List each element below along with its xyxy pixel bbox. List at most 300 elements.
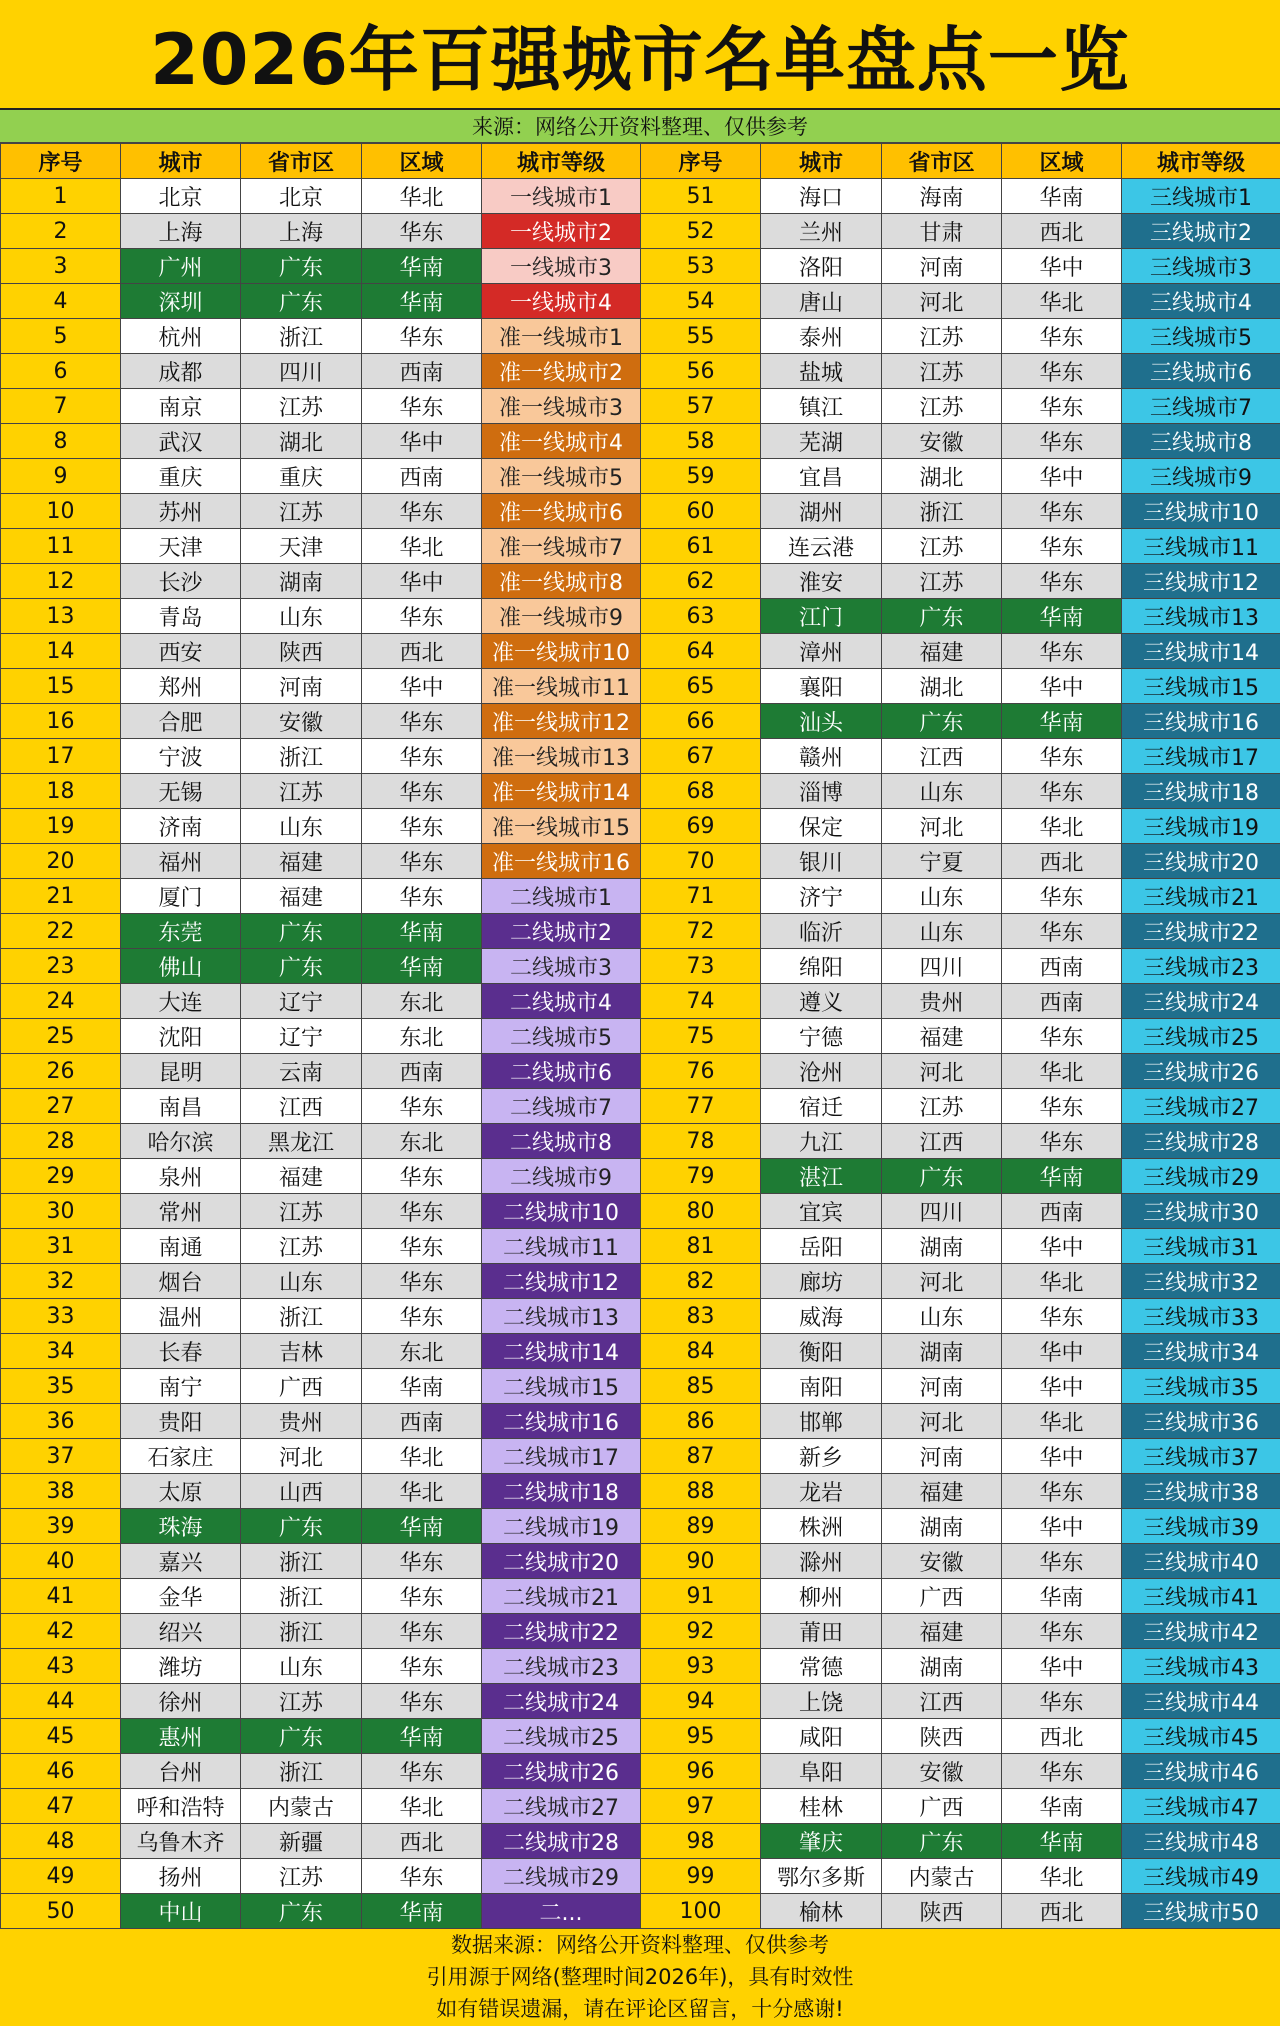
table-row — [1, 249, 1280, 284]
table-row — [1, 494, 1280, 529]
left-prov-cell: 广东 — [241, 1719, 362, 1754]
right-seq-cell: 63 — [641, 599, 761, 634]
left-region-cell: 华南 — [362, 1369, 482, 1404]
left-region-cell: 华南 — [362, 949, 482, 984]
left-tier-cell: 二线城市18 — [482, 1474, 641, 1509]
left-city-cell: 沈阳 — [121, 1019, 241, 1054]
right-tier-cell: 三线城市35 — [1122, 1369, 1280, 1404]
right-region-cell: 华中 — [1002, 1334, 1122, 1369]
left-prov-cell: 山东 — [241, 1649, 362, 1684]
right-prov-cell: 江苏 — [882, 529, 1002, 564]
right-city-cell: 肇庆 — [761, 1824, 882, 1859]
right-seq-cell: 73 — [641, 949, 761, 984]
right-city-cell: 绵阳 — [761, 949, 882, 984]
left-region-cell: 华南 — [362, 1894, 482, 1929]
right-seq-cell: 76 — [641, 1054, 761, 1089]
table-row — [1, 1894, 1280, 1929]
left-region-cell: 华东 — [362, 214, 482, 249]
left-prov-cell: 上海 — [241, 214, 362, 249]
right-prov-cell: 广东 — [882, 1824, 1002, 1859]
table-row — [1, 1264, 1280, 1299]
table-row — [1, 1054, 1280, 1089]
right-tier-cell: 三线城市41 — [1122, 1579, 1280, 1614]
left-city-cell: 广州 — [121, 249, 241, 284]
table-row — [1, 1649, 1280, 1684]
left-region-cell: 华东 — [362, 1649, 482, 1684]
left-seq-cell: 38 — [1, 1474, 121, 1509]
left-prov-cell: 浙江 — [241, 1579, 362, 1614]
left-region-cell: 华东 — [362, 879, 482, 914]
left-tier-cell: 二... — [482, 1894, 641, 1929]
left-region-cell: 华东 — [362, 1579, 482, 1614]
header-region-right: 区域 — [1002, 144, 1122, 179]
table-row — [1, 984, 1280, 1019]
left-region-cell: 华北 — [362, 529, 482, 564]
left-prov-cell: 浙江 — [241, 739, 362, 774]
left-region-cell: 华东 — [362, 494, 482, 529]
right-prov-cell: 湖南 — [882, 1509, 1002, 1544]
left-seq-cell: 3 — [1, 249, 121, 284]
table-row — [1, 1334, 1280, 1369]
left-region-cell: 华南 — [362, 1719, 482, 1754]
table-row — [1, 179, 1280, 214]
right-city-cell: 镇江 — [761, 389, 882, 424]
left-tier-cell: 二线城市5 — [482, 1019, 641, 1054]
left-prov-cell: 浙江 — [241, 319, 362, 354]
right-city-cell: 桂林 — [761, 1789, 882, 1824]
right-prov-cell: 广西 — [882, 1789, 1002, 1824]
left-tier-cell: 二线城市3 — [482, 949, 641, 984]
table-row — [1, 809, 1280, 844]
right-seq-cell: 98 — [641, 1824, 761, 1859]
right-region-cell: 华中 — [1002, 1509, 1122, 1544]
right-seq-cell: 93 — [641, 1649, 761, 1684]
table-row — [1, 844, 1280, 879]
right-city-cell: 保定 — [761, 809, 882, 844]
left-tier-cell: 二线城市2 — [482, 914, 641, 949]
left-city-cell: 佛山 — [121, 949, 241, 984]
left-region-cell: 东北 — [362, 984, 482, 1019]
left-city-cell: 郑州 — [121, 669, 241, 704]
left-prov-cell: 湖北 — [241, 424, 362, 459]
table-row — [1, 1369, 1280, 1404]
table-header-row — [1, 144, 1280, 179]
right-city-cell: 滁州 — [761, 1544, 882, 1579]
left-seq-cell: 34 — [1, 1334, 121, 1369]
left-city-cell: 呼和浩特 — [121, 1789, 241, 1824]
footer-line-2: 引用源于网络(整理时间2026年)，具有时效性 — [426, 1965, 854, 1989]
left-seq-cell: 45 — [1, 1719, 121, 1754]
left-tier-cell: 一线城市4 — [482, 284, 641, 319]
left-region-cell: 华东 — [362, 1299, 482, 1334]
left-city-cell: 深圳 — [121, 284, 241, 319]
right-city-cell: 汕头 — [761, 704, 882, 739]
left-region-cell: 西南 — [362, 459, 482, 494]
right-city-cell: 鄂尔多斯 — [761, 1859, 882, 1894]
right-region-cell: 华东 — [1002, 1614, 1122, 1649]
left-tier-cell: 二线城市26 — [482, 1754, 641, 1789]
left-seq-cell: 4 — [1, 284, 121, 319]
left-region-cell: 华东 — [362, 1859, 482, 1894]
table-row — [1, 949, 1280, 984]
right-seq-cell: 56 — [641, 354, 761, 389]
footer-line-3: 如有错误遗漏，请在评论区留言，十分感谢! — [436, 1997, 844, 2021]
left-city-cell: 上海 — [121, 214, 241, 249]
right-prov-cell: 山东 — [882, 1299, 1002, 1334]
left-prov-cell: 山东 — [241, 1264, 362, 1299]
right-seq-cell: 97 — [641, 1789, 761, 1824]
left-region-cell: 华南 — [362, 249, 482, 284]
left-tier-cell: 二线城市1 — [482, 879, 641, 914]
left-seq-cell: 11 — [1, 529, 121, 564]
right-city-cell: 连云港 — [761, 529, 882, 564]
left-city-cell: 南京 — [121, 389, 241, 424]
left-region-cell: 东北 — [362, 1124, 482, 1159]
left-seq-cell: 12 — [1, 564, 121, 599]
left-city-cell: 长春 — [121, 1334, 241, 1369]
header-city-left: 城市 — [121, 144, 241, 179]
left-city-cell: 绍兴 — [121, 1614, 241, 1649]
right-city-cell: 榆林 — [761, 1894, 882, 1929]
right-prov-cell: 江苏 — [882, 389, 1002, 424]
right-seq-cell: 59 — [641, 459, 761, 494]
left-seq-cell: 36 — [1, 1404, 121, 1439]
right-prov-cell: 江苏 — [882, 354, 1002, 389]
right-tier-cell: 三线城市7 — [1122, 389, 1280, 424]
right-tier-cell: 三线城市29 — [1122, 1159, 1280, 1194]
left-seq-cell: 21 — [1, 879, 121, 914]
right-prov-cell: 湖北 — [882, 459, 1002, 494]
right-tier-cell: 三线城市33 — [1122, 1299, 1280, 1334]
left-city-cell: 成都 — [121, 354, 241, 389]
source-note: 来源：网络公开资料整理、仅供参考 — [0, 110, 1280, 143]
right-seq-cell: 67 — [641, 739, 761, 774]
left-seq-cell: 24 — [1, 984, 121, 1019]
left-prov-cell: 江苏 — [241, 389, 362, 424]
right-region-cell: 华北 — [1002, 284, 1122, 319]
table-row — [1, 319, 1280, 354]
left-prov-cell: 广西 — [241, 1369, 362, 1404]
left-city-cell: 乌鲁木齐 — [121, 1824, 241, 1859]
left-prov-cell: 广东 — [241, 949, 362, 984]
left-city-cell: 珠海 — [121, 1509, 241, 1544]
left-tier-cell: 二线城市21 — [482, 1579, 641, 1614]
left-region-cell: 西南 — [362, 354, 482, 389]
right-region-cell: 华中 — [1002, 1439, 1122, 1474]
left-region-cell: 华东 — [362, 1544, 482, 1579]
left-seq-cell: 18 — [1, 774, 121, 809]
table-row — [1, 564, 1280, 599]
left-region-cell: 华南 — [362, 284, 482, 319]
left-seq-cell: 50 — [1, 1894, 121, 1929]
right-region-cell: 华南 — [1002, 1824, 1122, 1859]
right-prov-cell: 海南 — [882, 179, 1002, 214]
left-region-cell: 华东 — [362, 739, 482, 774]
right-city-cell: 江门 — [761, 599, 882, 634]
table-row — [1, 1859, 1280, 1894]
right-region-cell: 华中 — [1002, 459, 1122, 494]
table-row — [1, 284, 1280, 319]
left-seq-cell: 28 — [1, 1124, 121, 1159]
right-region-cell: 华北 — [1002, 1859, 1122, 1894]
header-province-left: 省市区 — [241, 144, 362, 179]
right-prov-cell: 河北 — [882, 284, 1002, 319]
left-prov-cell: 重庆 — [241, 459, 362, 494]
table-row — [1, 529, 1280, 564]
right-city-cell: 洛阳 — [761, 249, 882, 284]
left-region-cell: 华北 — [362, 1789, 482, 1824]
right-tier-cell: 三线城市46 — [1122, 1754, 1280, 1789]
right-tier-cell: 三线城市4 — [1122, 284, 1280, 319]
left-prov-cell: 广东 — [241, 1509, 362, 1544]
left-seq-cell: 14 — [1, 634, 121, 669]
right-seq-cell: 54 — [641, 284, 761, 319]
left-region-cell: 华东 — [362, 319, 482, 354]
right-prov-cell: 甘肃 — [882, 214, 1002, 249]
left-prov-cell: 山东 — [241, 599, 362, 634]
left-prov-cell: 黑龙江 — [241, 1124, 362, 1159]
right-seq-cell: 62 — [641, 564, 761, 599]
left-seq-cell: 37 — [1, 1439, 121, 1474]
left-seq-cell: 17 — [1, 739, 121, 774]
left-seq-cell: 32 — [1, 1264, 121, 1299]
left-tier-cell: 准一线城市15 — [482, 809, 641, 844]
table-row — [1, 739, 1280, 774]
table-row — [1, 1824, 1280, 1859]
right-city-cell: 威海 — [761, 1299, 882, 1334]
right-prov-cell: 广东 — [882, 599, 1002, 634]
right-region-cell: 华东 — [1002, 389, 1122, 424]
right-city-cell: 宜昌 — [761, 459, 882, 494]
left-seq-cell: 23 — [1, 949, 121, 984]
left-seq-cell: 31 — [1, 1229, 121, 1264]
table-row — [1, 1194, 1280, 1229]
right-tier-cell: 三线城市26 — [1122, 1054, 1280, 1089]
right-city-cell: 湖州 — [761, 494, 882, 529]
left-seq-cell: 39 — [1, 1509, 121, 1544]
left-region-cell: 华北 — [362, 1439, 482, 1474]
right-prov-cell: 河南 — [882, 249, 1002, 284]
left-region-cell: 华北 — [362, 1474, 482, 1509]
left-region-cell: 东北 — [362, 1334, 482, 1369]
right-region-cell: 华东 — [1002, 1019, 1122, 1054]
left-region-cell: 华东 — [362, 1614, 482, 1649]
left-seq-cell: 20 — [1, 844, 121, 879]
left-tier-cell: 一线城市1 — [482, 179, 641, 214]
left-city-cell: 东莞 — [121, 914, 241, 949]
right-region-cell: 西北 — [1002, 844, 1122, 879]
right-city-cell: 新乡 — [761, 1439, 882, 1474]
right-prov-cell: 江西 — [882, 1684, 1002, 1719]
left-seq-cell: 25 — [1, 1019, 121, 1054]
right-prov-cell: 江苏 — [882, 564, 1002, 599]
right-region-cell: 华东 — [1002, 354, 1122, 389]
right-region-cell: 华东 — [1002, 494, 1122, 529]
left-city-cell: 石家庄 — [121, 1439, 241, 1474]
left-seq-cell: 27 — [1, 1089, 121, 1124]
left-tier-cell: 二线城市13 — [482, 1299, 641, 1334]
right-prov-cell: 安徽 — [882, 1544, 1002, 1579]
right-seq-cell: 64 — [641, 634, 761, 669]
right-prov-cell: 河南 — [882, 1369, 1002, 1404]
right-seq-cell: 89 — [641, 1509, 761, 1544]
left-tier-cell: 准一线城市8 — [482, 564, 641, 599]
left-seq-cell: 44 — [1, 1684, 121, 1719]
right-city-cell: 海口 — [761, 179, 882, 214]
right-city-cell: 龙岩 — [761, 1474, 882, 1509]
right-prov-cell: 广东 — [882, 1159, 1002, 1194]
right-seq-cell: 85 — [641, 1369, 761, 1404]
right-region-cell: 华南 — [1002, 179, 1122, 214]
header-tier-left: 城市等级 — [482, 144, 641, 179]
right-tier-cell: 三线城市50 — [1122, 1894, 1280, 1929]
left-prov-cell: 广东 — [241, 249, 362, 284]
right-region-cell: 华东 — [1002, 739, 1122, 774]
left-city-cell: 南昌 — [121, 1089, 241, 1124]
right-prov-cell: 河南 — [882, 1439, 1002, 1474]
right-prov-cell: 福建 — [882, 1019, 1002, 1054]
right-prov-cell: 四川 — [882, 1194, 1002, 1229]
right-tier-cell: 三线城市34 — [1122, 1334, 1280, 1369]
right-prov-cell: 浙江 — [882, 494, 1002, 529]
left-region-cell: 华北 — [362, 179, 482, 214]
left-region-cell: 东北 — [362, 1019, 482, 1054]
left-seq-cell: 47 — [1, 1789, 121, 1824]
table-row — [1, 459, 1280, 494]
left-tier-cell: 二线城市10 — [482, 1194, 641, 1229]
right-seq-cell: 65 — [641, 669, 761, 704]
table-row — [1, 214, 1280, 249]
right-tier-cell: 三线城市32 — [1122, 1264, 1280, 1299]
right-tier-cell: 三线城市23 — [1122, 949, 1280, 984]
right-seq-cell: 95 — [641, 1719, 761, 1754]
left-prov-cell: 浙江 — [241, 1299, 362, 1334]
table-row — [1, 1089, 1280, 1124]
left-region-cell: 华东 — [362, 1684, 482, 1719]
right-region-cell: 华北 — [1002, 809, 1122, 844]
left-prov-cell: 广东 — [241, 284, 362, 319]
left-prov-cell: 北京 — [241, 179, 362, 214]
left-prov-cell: 天津 — [241, 529, 362, 564]
left-prov-cell: 江苏 — [241, 1684, 362, 1719]
table-row — [1, 634, 1280, 669]
left-tier-cell: 二线城市12 — [482, 1264, 641, 1299]
right-seq-cell: 78 — [641, 1124, 761, 1159]
left-city-cell: 西安 — [121, 634, 241, 669]
left-city-cell: 无锡 — [121, 774, 241, 809]
table-row — [1, 1299, 1280, 1334]
left-tier-cell: 准一线城市16 — [482, 844, 641, 879]
right-seq-cell: 70 — [641, 844, 761, 879]
right-city-cell: 柳州 — [761, 1579, 882, 1614]
left-tier-cell: 二线城市4 — [482, 984, 641, 1019]
left-seq-cell: 42 — [1, 1614, 121, 1649]
right-seq-cell: 99 — [641, 1859, 761, 1894]
right-region-cell: 华东 — [1002, 879, 1122, 914]
right-city-cell: 九江 — [761, 1124, 882, 1159]
left-city-cell: 南宁 — [121, 1369, 241, 1404]
left-region-cell: 华中 — [362, 669, 482, 704]
right-seq-cell: 94 — [641, 1684, 761, 1719]
right-region-cell: 华南 — [1002, 599, 1122, 634]
right-prov-cell: 安徽 — [882, 1754, 1002, 1789]
right-city-cell: 沧州 — [761, 1054, 882, 1089]
left-tier-cell: 二线城市20 — [482, 1544, 641, 1579]
left-region-cell: 华东 — [362, 1159, 482, 1194]
left-tier-cell: 准一线城市1 — [482, 319, 641, 354]
header-province-right: 省市区 — [882, 144, 1002, 179]
left-city-cell: 徐州 — [121, 1684, 241, 1719]
table-row — [1, 1509, 1280, 1544]
right-tier-cell: 三线城市39 — [1122, 1509, 1280, 1544]
left-city-cell: 苏州 — [121, 494, 241, 529]
right-region-cell: 华东 — [1002, 424, 1122, 459]
left-city-cell: 厦门 — [121, 879, 241, 914]
left-prov-cell: 云南 — [241, 1054, 362, 1089]
right-region-cell: 西北 — [1002, 1719, 1122, 1754]
right-tier-cell: 三线城市2 — [1122, 214, 1280, 249]
left-city-cell: 重庆 — [121, 459, 241, 494]
right-tier-cell: 三线城市14 — [1122, 634, 1280, 669]
left-region-cell: 华中 — [362, 424, 482, 459]
left-tier-cell: 二线城市19 — [482, 1509, 641, 1544]
left-tier-cell: 准一线城市7 — [482, 529, 641, 564]
right-tier-cell: 三线城市22 — [1122, 914, 1280, 949]
right-tier-cell: 三线城市37 — [1122, 1439, 1280, 1474]
left-prov-cell: 福建 — [241, 1159, 362, 1194]
header-tier-right: 城市等级 — [1122, 144, 1280, 179]
right-prov-cell: 山东 — [882, 774, 1002, 809]
left-prov-cell: 江苏 — [241, 494, 362, 529]
right-seq-cell: 91 — [641, 1579, 761, 1614]
right-prov-cell: 江西 — [882, 1124, 1002, 1159]
right-city-cell: 芜湖 — [761, 424, 882, 459]
left-tier-cell: 准一线城市6 — [482, 494, 641, 529]
header-region-left: 区域 — [362, 144, 482, 179]
left-city-cell: 大连 — [121, 984, 241, 1019]
left-prov-cell: 广东 — [241, 1894, 362, 1929]
right-region-cell: 华北 — [1002, 1054, 1122, 1089]
left-city-cell: 长沙 — [121, 564, 241, 599]
city-ranking-table — [0, 143, 1280, 1929]
right-prov-cell: 广东 — [882, 704, 1002, 739]
left-prov-cell: 吉林 — [241, 1334, 362, 1369]
right-tier-cell: 三线城市42 — [1122, 1614, 1280, 1649]
right-tier-cell: 三线城市20 — [1122, 844, 1280, 879]
table-row — [1, 1579, 1280, 1614]
left-seq-cell: 43 — [1, 1649, 121, 1684]
right-tier-cell: 三线城市30 — [1122, 1194, 1280, 1229]
right-tier-cell: 三线城市49 — [1122, 1859, 1280, 1894]
right-prov-cell: 陕西 — [882, 1719, 1002, 1754]
right-region-cell: 华中 — [1002, 1369, 1122, 1404]
left-seq-cell: 49 — [1, 1859, 121, 1894]
left-seq-cell: 8 — [1, 424, 121, 459]
left-prov-cell: 四川 — [241, 354, 362, 389]
right-seq-cell: 92 — [641, 1614, 761, 1649]
table-row — [1, 354, 1280, 389]
table-row — [1, 1684, 1280, 1719]
left-prov-cell: 江苏 — [241, 1859, 362, 1894]
left-seq-cell: 9 — [1, 459, 121, 494]
left-seq-cell: 48 — [1, 1824, 121, 1859]
left-city-cell: 福州 — [121, 844, 241, 879]
right-prov-cell: 贵州 — [882, 984, 1002, 1019]
left-city-cell: 贵阳 — [121, 1404, 241, 1439]
left-seq-cell: 7 — [1, 389, 121, 424]
left-tier-cell: 二线城市15 — [482, 1369, 641, 1404]
right-city-cell: 泰州 — [761, 319, 882, 354]
